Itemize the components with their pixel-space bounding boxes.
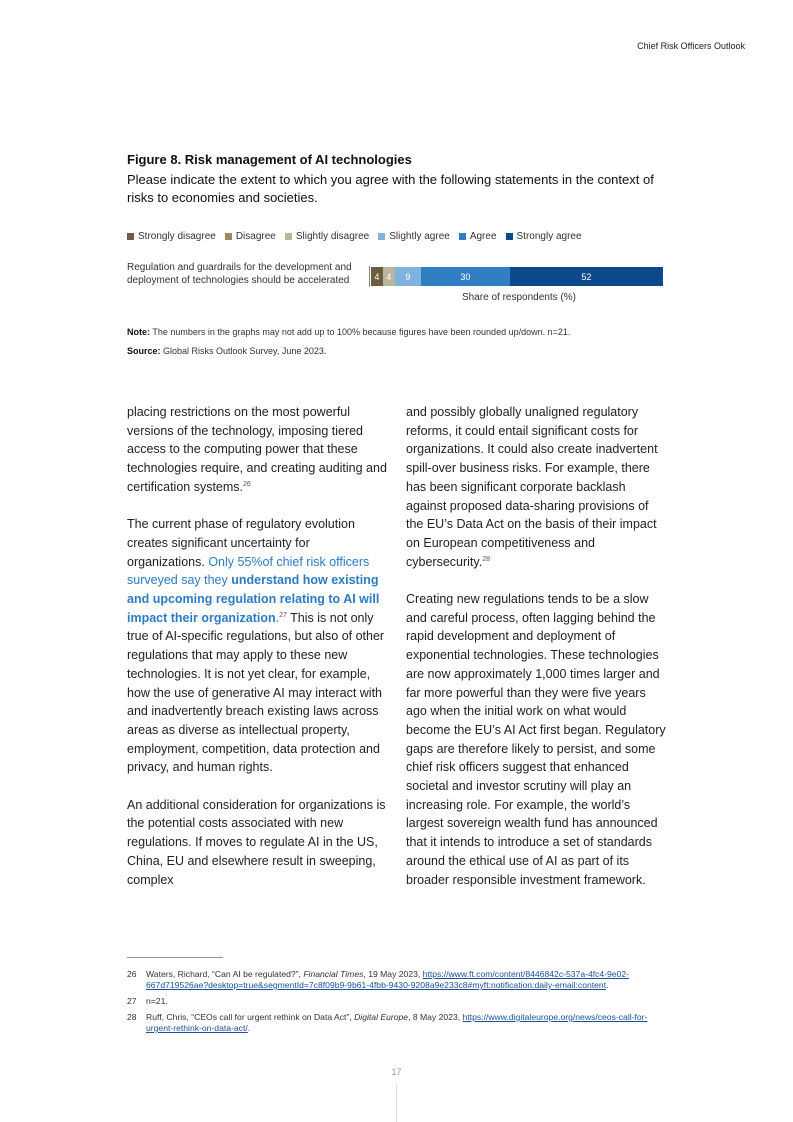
figure-title: Figure 8. Risk management of AI technologies [127,152,412,167]
paragraph: placing restrictions on the most powerful versions of the technology, imposing tiered access to the computing power that these technologies require, and creating auditing and certification systems.$^{26}$ [127,405,387,494]
paragraph: and possibly globally unaligned regulatory reforms, it could entail significant costs for organizations. It could also create inadvertent spill-over business risks. For example, there has been significant corporate backlash against proposed data-sharing provisions of the EU’s Data Act on the basis of their impact on European competitiveness and cybersecurity.$^{28}$ [406,405,658,569]
legend-item [127,231,216,242]
legend-label: Strongly agree [516,231,582,242]
chart-legend [127,231,591,242]
footnote-ref[interactable]: 28 [482,555,490,563]
highlight-text: Only 55%of chief risk officers surveyed say they [127,554,370,588]
paragraph: Creating new regulations tends to be a slow and careful process, often lagging behind the rapid development and deployment of exponential technologies. These technologies are now approximately 1,000 times larger and far more powerful than they were five years ago when the initial work on what would become the EU’s AI Act first began. Regulatory gaps are therefore likely to persist, and some chief risk officers suggest that enhanced societal and investor scrutiny will play an increasing role. For example, the world’s largest sovereign wealth fund has announced that it intends to introduce a set of standards around the ethical use of AI as part of its broader responsible investment framework. [406,592,666,887]
source-text: Global Risks Outlook Survey, June 2023. [160,346,327,356]
legend-swatch [459,233,466,240]
footnote-ref[interactable]: 27 [279,611,287,619]
legend-item [378,231,450,242]
legend-item [225,231,276,242]
note-label: Note: [127,327,150,337]
legend-swatch [506,233,513,240]
stacked-bar [371,267,666,286]
row-label: Regulation and guardrails for the development and deployment of technologies should be accelerated [127,262,352,286]
figure-source [127,346,326,356]
bar-segment: 9 [395,267,422,286]
body-column-left [127,403,389,908]
legend-label: Strongly disagree [138,231,216,242]
bar-segment: 4 [383,267,395,286]
legend-label: Agree [469,231,497,242]
legend-label: Disagree [235,231,276,242]
bar-segment: 52 [510,267,663,286]
legend-swatch [225,233,232,240]
figure-note [127,327,570,337]
legend-swatch [378,233,385,240]
legend-item [506,231,582,242]
body-column-right [406,403,668,908]
footnote-divider [127,957,223,958]
legend-item [285,231,369,242]
footnote-26: 26 Waters, Richard, “Can AI be regulated?”, Financial Times, 19 May 2023, https://www.ft.com/content/8446842c-537a-4fc4-9e02-667d719526ae?desktop=true&segmentId=7c8f09b9-9b61-4fbb-9430-9208a9e233c8#myft:notification:daily-email:content. [127,969,630,990]
legend-label: Slightly disagree [295,231,370,242]
page-number: 17 [391,1067,402,1077]
legend-swatch [127,233,134,240]
bar-segment: 30 [421,267,510,286]
legend-label: Slightly agree [389,231,450,242]
page-center-line [396,1082,397,1122]
figure-subtitle: Please indicate the extent to which you agree with the following statements in the context of risks to economies and societies. [127,172,654,205]
footnote-28: 28 Ruff, Chris, “CEOs call for urgent rethink on Data Act”, Digital Europe, 8 May 2023, https://www.digitaleurope.org/news/ceos-call-for-urgent-rethink-on-data-act/. [127,1012,648,1033]
footnote-link[interactable]: https://www.ft.com/content/8446842c-537a-4fc4-9e02-667d719526ae?desktop=true&segmentId=7c8f09b9-9b61-4fbb-9430-9208a9e233c8#myft:notification:daily-email:content [146,969,630,990]
highlight-bold-text: understand how existing and upcoming regulation relating to AI will impact their organization [127,573,380,625]
footnote-link[interactable]: https://www.digitaleurope.org/news/ceos-call-for-urgent-rethink-on-data-act/ [146,1012,648,1033]
bar-segment: 4 [371,267,383,286]
x-axis-label: Share of respondents (%) [462,292,576,303]
axis-line [369,266,370,287]
legend-item [459,231,497,242]
legend-swatch [285,233,292,240]
paragraph: An additional consideration for organizations is the potential costs associated with new regulations. If moves to regulate AI in the US, China, EU and elsewhere result in sweeping, complex [127,797,386,887]
source-label: Source: [127,346,161,356]
footnote-ref[interactable]: 26 [243,480,251,488]
note-text: The numbers in the graphs may not add up to 100% because figures have been rounded up/down. n=21. [150,327,571,337]
footnote-27: 27 n=21. [127,996,168,1006]
running-header: Chief Risk Officers Outlook [637,41,745,51]
paragraph: The current phase of regulatory evolution creates significant uncertainty for organizations. Only 55%of chief risk officers surveyed say they understand how existing and upcoming regulation relating to AI will impact their organization.$^{27}$ This is not only true of AI-specific regulations, but also of other regulations that may apply to these new technologies. It is not yet clear, for example, how the use of generative AI may interact with and inadvertently breach existing laws across areas as diverse as intellectual property, employment, competition, data protection and privacy, and human rights. [127,517,385,775]
